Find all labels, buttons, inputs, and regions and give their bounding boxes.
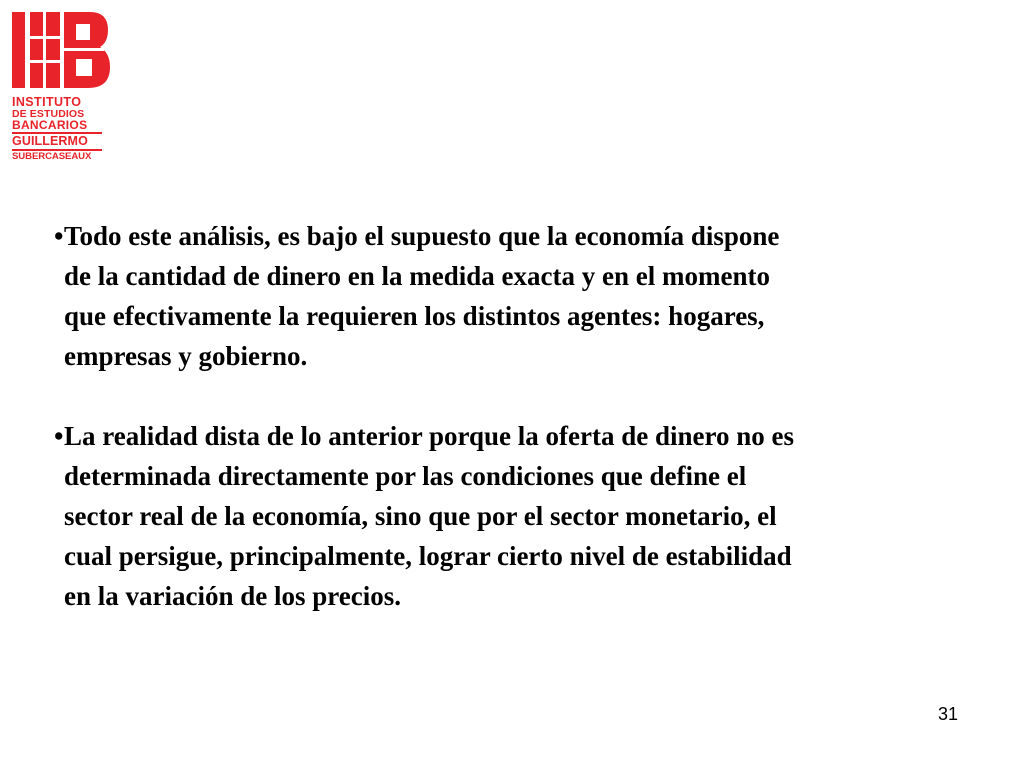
text-line: de la cantidad de dinero en la medida exacta y en el momento <box>64 261 770 291</box>
text-line: empresas y gobierno. <box>64 341 308 371</box>
slide-body <box>54 216 1014 616</box>
bullet-paragraph <box>54 416 1014 616</box>
logo-line: DE ESTUDIOS <box>12 107 85 120</box>
page-number: 31 <box>938 704 959 724</box>
institution-logo <box>12 12 122 162</box>
bullet-paragraph <box>54 216 1014 376</box>
text-line: La realidad dista de lo anterior porque la oferta de dinero no es <box>64 421 795 451</box>
logo-wordmark <box>12 96 122 161</box>
bullet-icon: • <box>54 221 64 251</box>
text-line: cual persigue, principalmente, lograr cierto nivel de estabilidad <box>64 541 792 571</box>
text-line: Todo este análisis, es bajo el supuesto que la economía dispone <box>64 221 780 251</box>
ieb-logo-mark-icon <box>12 12 112 90</box>
text-line: sector real de la economía, sino que por el sector monetario, el <box>64 501 777 531</box>
logo-line: GUILLERMO <box>12 134 88 148</box>
logo-line: BANCARIOS <box>12 118 88 132</box>
logo-line: SUBERCASEAUX <box>12 150 92 162</box>
bullet-icon: • <box>54 421 64 451</box>
text-line: que efectivamente la requieren los distintos agentes: hogares, <box>64 301 765 331</box>
text-line: en la variación de los precios. <box>64 581 401 611</box>
text-line: determinada directamente por las condiciones que define el <box>64 461 747 491</box>
logo-line: INSTITUTO <box>12 95 82 109</box>
